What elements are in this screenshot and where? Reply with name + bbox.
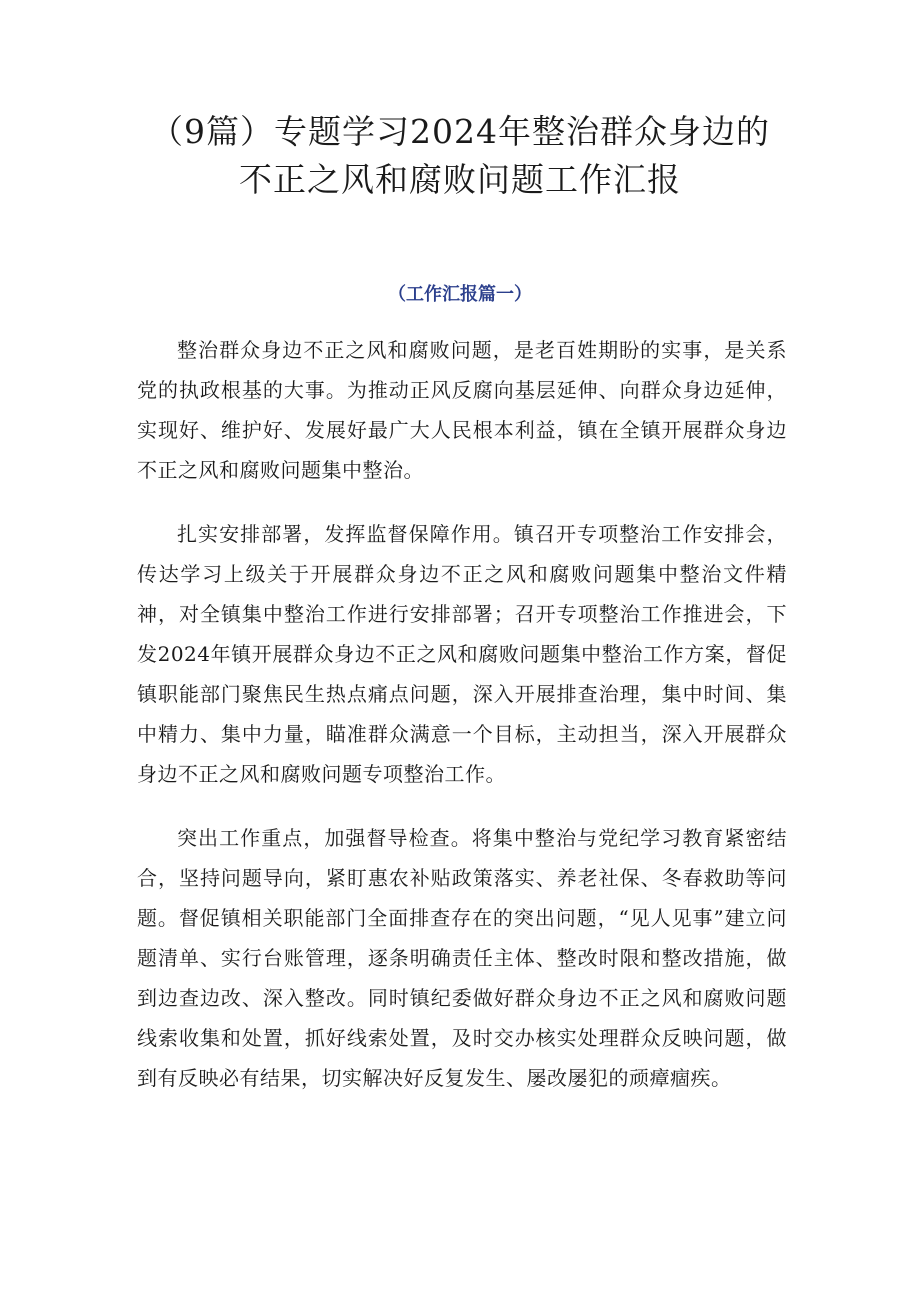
document-title xyxy=(120,108,800,204)
paragraph-1: 整治群众身边不正之风和腐败问题，是老百姓期盼的实事，是关系党的执政根基的大事。为推动正风反腐向基层延伸、向群众身边延伸，实现好、维护好、发展好最广大人民根本利益，镇在全镇开展群众身边不正之风和腐败问题集中整治。 xyxy=(137,338,787,482)
title-line-2: 不正之风和腐败问题工作汇报 xyxy=(239,160,681,199)
paragraph-2: 扎实安排部署，发挥监督保障作用。镇召开专项整治工作安排会，传达学习上级关于开展群众身边不正之风和腐败问题集中整治文件精神，对全镇集中整治工作进行安排部署；召开专项整治工作推进会，下发2024年镇开展群众身边不正之风和腐败问题集中整治工作方案，督促镇职能部门聚焦民生热点痛点问题，深入开展排查治理，集中时间、集中精力、集中力量，瞄准群众满意一个目标，主动担当，深入开展群众身边不正之风和腐败问题专项整治工作。 xyxy=(137,522,787,786)
title-line-1: （9篇）专题学习2024年整治群众身边的 xyxy=(150,112,770,151)
section-heading: （工作汇报篇一） xyxy=(388,284,532,305)
document-body xyxy=(137,330,787,1122)
paragraph-3: 突出工作重点，加强督导检查。将集中整治与党纪学习教育紧密结合，坚持问题导向，紧盯惠农补贴政策落实、养老社保、冬春救助等问题。督促镇相关职能部门全面排查存在的突出问题，“见人见事”建立问题清单、实行台账管理，逐条明确责任主体、整改时限和整改措施，做到边查边改、深入整改。同时镇纪委做好群众身边不正之风和腐败问题线索收集和处置，抓好线索处置，及时交办核实处理群众反映问题，做到有反映必有结果，切实解决好反复发生、屡改屡犯的顽瘴痼疾。 xyxy=(137,826,787,1090)
